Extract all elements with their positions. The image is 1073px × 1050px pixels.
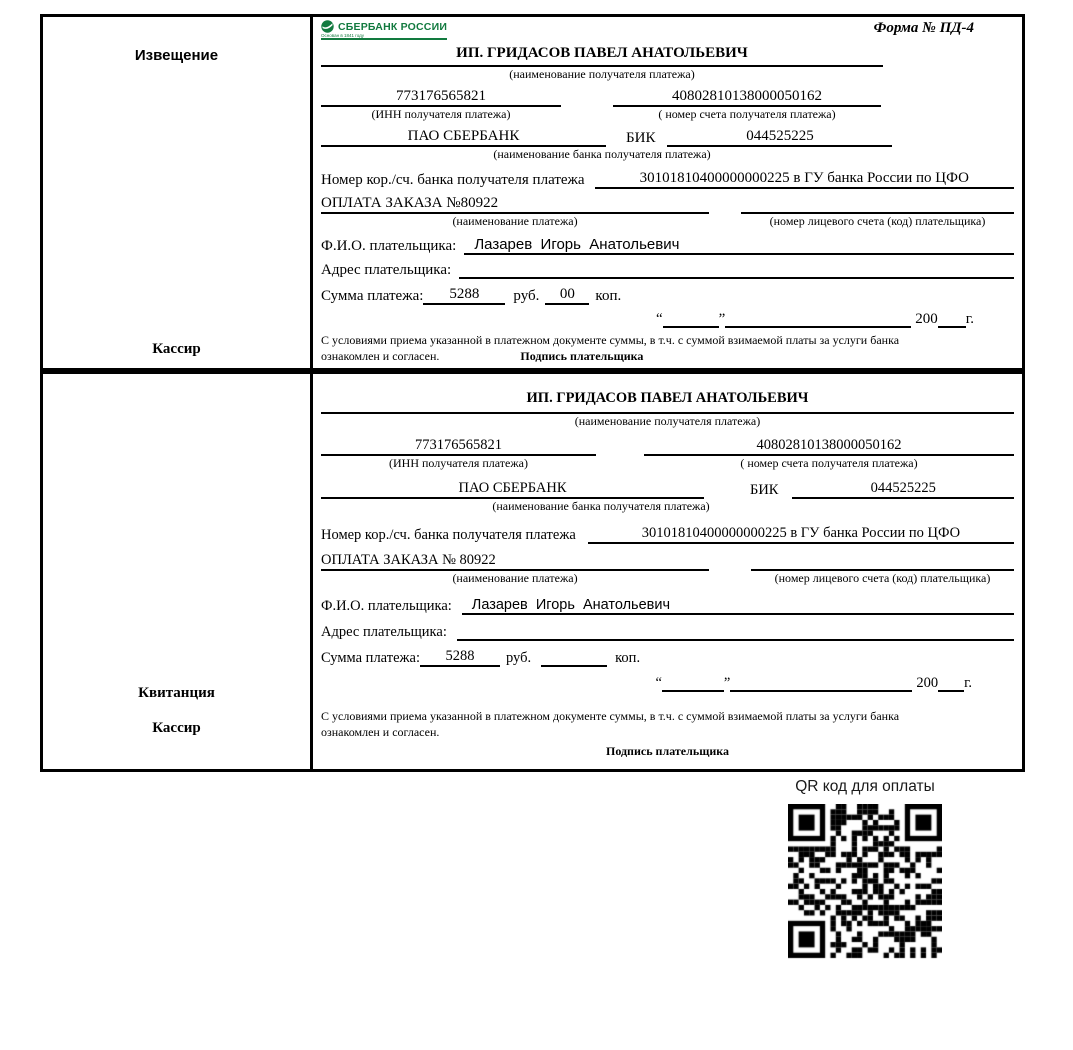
account-value: 40802810138000050162	[644, 437, 1014, 456]
qr-label: QR код для оплаты	[795, 778, 935, 795]
payer-name-label: Ф.И.О. плательщика:	[321, 598, 452, 614]
date-quote-open: “	[655, 311, 663, 328]
receipt-content	[313, 374, 1022, 769]
notice-left-column	[43, 17, 313, 368]
inn-value: 773176565821	[321, 88, 561, 107]
date-quote-close: ”	[723, 675, 731, 691]
recipient-caption: (наименование получателя платежа)	[574, 414, 761, 428]
recipient-name: ИП. ГРИДАСОВ ПАВЕЛ АНАТОЛЬЕВИЧ	[321, 45, 883, 66]
sberbank-logo	[321, 20, 447, 40]
notice-section-label: Извещение	[134, 47, 219, 64]
payment-purpose-value: ОПЛАТА ЗАКАЗА № 80922	[321, 552, 709, 571]
amount-label: Сумма платежа:	[321, 650, 420, 666]
payment-caption: (наименование платежа)	[452, 571, 578, 585]
payer-name-value: Лазарев Игорь Анатольевич	[464, 236, 1014, 255]
form-number-label: Форма № ПД-4	[873, 20, 974, 36]
bik-value: 044525225	[792, 480, 1014, 499]
qr-block	[782, 778, 948, 960]
rub-label: руб.	[513, 287, 540, 304]
sberbank-logo-text: СБЕРБАНК РОССИИ	[338, 20, 448, 33]
rub-label: руб.	[506, 650, 532, 666]
date-year-suffix: г.	[964, 675, 972, 691]
account-value: 40802810138000050162	[613, 88, 881, 107]
amount-rub-value: 5288	[423, 286, 505, 305]
qr-code	[788, 804, 942, 960]
payer-name-label: Ф.И.О. плательщика:	[321, 237, 457, 254]
recipient-caption: (наименование получателя платежа)	[509, 66, 695, 81]
bank-caption: (наименование банка получателя платежа)	[492, 499, 710, 513]
notice-section	[40, 14, 1025, 371]
bank-caption: (наименование банка получателя платежа)	[493, 146, 711, 161]
inn-caption: (ИНН получателя платежа)	[389, 456, 528, 470]
corr-account-label: Номер кор./сч. банка получателя платежа	[321, 171, 585, 188]
date-day-field	[662, 690, 724, 692]
agreement-line2-row	[321, 348, 1014, 364]
corr-account-value: 30101810400000000225 в ГУ банка России по ЦФО	[595, 170, 1014, 189]
kop-label: коп.	[615, 650, 641, 666]
amount-label: Сумма платежа:	[321, 287, 424, 304]
personal-account-caption: (номер лицевого счета (код) плательщика)	[769, 213, 986, 228]
date-year-prefix: 200	[915, 311, 938, 328]
account-caption: ( номер счета получателя платежа)	[740, 456, 918, 470]
date-year-prefix: 200	[916, 675, 939, 691]
bank-name-value: ПАО СБЕРБАНК	[321, 128, 606, 147]
payment-purpose-value: ОПЛАТА ЗАКАЗА №80922	[321, 195, 709, 214]
sberbank-circle-icon	[321, 20, 334, 33]
bank-name-value: ПАО СБЕРБАНК	[321, 480, 704, 499]
cashier-label: Кассир	[152, 720, 201, 736]
kop-label: коп.	[595, 287, 622, 304]
inn-caption: (ИНН получателя платежа)	[371, 106, 511, 121]
inn-value: 773176565821	[321, 437, 596, 456]
receipt-section-label: Квитанция	[138, 685, 215, 701]
personal-account-caption: (номер лицевого счета (код) плательщика)	[774, 571, 991, 585]
corr-account-label: Номер кор./сч. банка получателя платежа	[321, 527, 576, 543]
date-year-suffix: г.	[965, 311, 974, 328]
bik-label: БИК	[750, 482, 779, 498]
agreement-line2: ознакомлен и согласен.	[321, 349, 440, 364]
payer-name-value: Лазарев Игорь Анатольевич	[462, 597, 1014, 615]
notice-content	[313, 17, 1022, 368]
date-quote-close: ”	[718, 311, 726, 328]
date-quote-open: “	[655, 675, 662, 691]
corr-account-value: 30101810400000000225 в ГУ банка России по ЦФО	[588, 525, 1014, 544]
payer-address-label: Адрес плательщика:	[321, 624, 447, 640]
recipient-name: ИП. ГРИДАСОВ ПАВЕЛ АНАТОЛЬЕВИЧ	[321, 390, 1014, 414]
agreement-line1: С условиями приема указанной в платежном документе суммы, в т.ч. с суммой взимаемой платы за услуги банка	[321, 333, 900, 348]
notice-header-row	[321, 20, 1014, 45]
agreement-text	[321, 708, 1014, 759]
amount-rub-value: 5288	[420, 648, 500, 667]
signature-label: Подпись плательщика	[606, 744, 729, 758]
agreement-line1: С условиями приема указанной в платежном документе суммы, в т.ч. с суммой взимаемой платы за услуги банка	[321, 709, 900, 723]
account-caption: ( номер счета получателя платежа)	[658, 106, 836, 121]
receipt-left-column	[43, 374, 313, 769]
date-month-field	[725, 326, 911, 328]
date-day-field	[663, 326, 719, 328]
payer-address-label: Адрес плательщика:	[321, 262, 452, 279]
date-year-field	[938, 326, 966, 328]
bik-label: БИК	[626, 129, 656, 146]
bik-value: 044525225	[667, 128, 892, 147]
agreement-line2: ознакомлен и согласен.	[321, 725, 440, 739]
signature-label: Подпись плательщика	[520, 349, 644, 364]
cashier-label: Кассир	[152, 341, 201, 357]
sberbank-logo-subtext: Основан в 1841 году	[321, 33, 365, 38]
receipt-section	[40, 371, 1025, 772]
payment-caption: (наименование платежа)	[452, 213, 578, 228]
amount-kop-value: 00	[545, 286, 589, 305]
date-year-field	[938, 690, 964, 692]
date-month-field	[730, 690, 912, 692]
agreement-text	[321, 332, 1014, 364]
